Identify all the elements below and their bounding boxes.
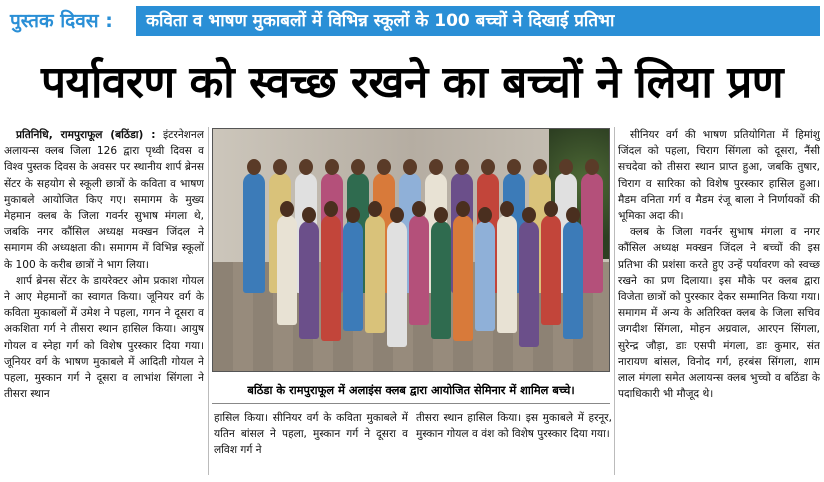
photo-head xyxy=(533,159,547,175)
photo-head xyxy=(544,201,558,217)
photo-head xyxy=(456,201,470,217)
subheadline: कविता व भाषण मुकाबलों में विभिन्न स्कूलों के 100 बच्चों ने दिखाई प्रतिभा xyxy=(136,6,820,36)
photo-head xyxy=(368,201,382,217)
photo-head xyxy=(403,159,417,175)
photo-child xyxy=(343,221,363,331)
article-paragraph: क्लब के जिला गवर्नर सुभाष मंगला व नगर कौंसिल अध्यक्ष मक्खन जिंदल ने बच्चों की इस प्रतिभा की प्रशंसा करते हुए उन्हें पर्यावरण को स्वच्छ रखने का प्रण दिलाया। इस मौके पर क्लब द्वारा विजेता छात्रों को पुरस्कार देकर सम्मानित किया गया। समागम में अन्य के अतिरिक्त क्लब के जिला सचिव जगदीश सिंगला, मोहन अग्रवाल, आरएन सिंगला, सुरेन्द्र जौड़ा, डाः एसपी मंगला, डाः कुमार, संत नारायण बांसल, विनोद गर्ग, हरबंस सिंगला, शाम लाल मंगला समेत अलायन्स क्लब भुच्चो व बठिंडा के पदाधिकारी भी मौजूद थे। xyxy=(618,226,820,401)
article-column-right xyxy=(618,127,820,475)
photo-child xyxy=(409,215,429,325)
section-bar xyxy=(4,6,820,36)
photo-head xyxy=(559,159,573,175)
photo-adult xyxy=(581,173,603,293)
article-paragraph: शार्प ब्रेनस सेंटर के डायरेक्टर ओम प्रकाश गोयल ने आए मेहमानों का स्वागत किया। जूनियर वर्ग के कविता मुकाबलों में उमेश ने पहला, गगन ने दूसरा व अकशिता गर्ग ने तीसरा स्थान हासिल किया। आयुष गोयल व स्नेहा गर्ग को विशेष पुरस्कार दिया गया। जूनियर वर्ग के भाषण मुकाबले में आदिती गोयल ने पहला, मुस्कान गर्ग ने दूसरा व लाभांश सिंगला ने तीसरा स्थान xyxy=(4,274,204,401)
photo-head xyxy=(500,201,514,217)
photo-head xyxy=(478,207,492,223)
article-column-mid-2 xyxy=(416,410,612,476)
photo-head xyxy=(299,159,313,175)
news-photo xyxy=(212,128,610,372)
photo-child xyxy=(497,215,517,333)
article-column-mid-1 xyxy=(214,410,408,476)
column-divider xyxy=(614,127,615,475)
photo-child xyxy=(541,215,561,325)
photo-head xyxy=(566,207,580,223)
photo-head xyxy=(247,159,261,175)
photo-head xyxy=(434,207,448,223)
column-divider xyxy=(208,127,209,475)
photo-head xyxy=(346,207,360,223)
photo-head xyxy=(324,201,338,217)
photo-child xyxy=(365,215,385,333)
article-paragraph: तीसरा स्थान हासिल किया। इस मुकाबले में हरनूर, मुस्कान गोयल व वंश को विशेष पुरस्कार दिया गया। xyxy=(416,412,612,441)
photo-head xyxy=(522,207,536,223)
photo-child xyxy=(299,221,319,339)
photo-child xyxy=(321,215,341,341)
dateline: प्रतिनिधि, रामपुराफूल (बठिंडा) : xyxy=(16,129,156,141)
photo-child xyxy=(475,221,495,331)
section-label: पुस्तक दिवस : xyxy=(4,6,136,36)
photo-head xyxy=(325,159,339,175)
photo-head xyxy=(302,207,316,223)
photo-child xyxy=(431,221,451,339)
photo-head xyxy=(390,207,404,223)
photo-head xyxy=(429,159,443,175)
photo-head xyxy=(273,159,287,175)
photo-child xyxy=(453,215,473,341)
photo-head xyxy=(377,159,391,175)
headline: पर्यावरण को स्वच्छ रखने का बच्चों ने लिया प्रण xyxy=(40,57,784,108)
photo-child xyxy=(563,221,583,339)
photo-head xyxy=(351,159,365,175)
article-paragraph: हासिल किया। सीनियर वर्ग के कविता मुकाबले में यतिन बांसल ने पहला, मुस्कान गर्ग ने दूसरा व लविश गर्ग ने xyxy=(214,412,408,457)
article-paragraph: सीनियर वर्ग की भाषण प्रतियोगिता में हिमांशु जिंदल को पहला, चिराग सिंगला को दूसरा, नैंसी सचदेवा को तीसरा स्थान प्राप्त हुआ, जबकि तुषार, चिराग व सारिका को विशेष पुरस्कार हासिल हुआ। मैडम वनिता गर्ग व मैडम रंजू बाला ने निर्णायकों की भूमिका अदा की। xyxy=(618,129,820,223)
photo-head xyxy=(585,159,599,175)
photo-child xyxy=(387,221,407,347)
photo-child xyxy=(277,215,297,325)
photo-head xyxy=(280,201,294,217)
photo-child xyxy=(519,221,539,347)
photo-head xyxy=(455,159,469,175)
photo-adult xyxy=(243,173,265,293)
photo-caption: बठिंडा के रामपुराफूल में अलाइंस क्लब द्वारा आयोजित सेमिनार में शामिल बच्चे। xyxy=(212,376,610,404)
photo-head xyxy=(507,159,521,175)
article-paragraph: इंटरनेशनल अलायन्स क्लब जिला 126 द्वारा पृथ्वी दिवस व विश्व पुस्तक दिवस के अवसर पर स्थानीय शार्प ब्रेनस सेंटर के सहयोग से स्कूली छात्रों के कविता व भाषण मुकाबले आयोजित किए गए। समागम के मुख्य मेहमान क्लब के जिला गवर्नर सुभाष मंगला थे, जबकि नगर कौंसिल अध्यक्ष मक्खन जिंदल ने समागम की अध्यक्षता की। समागम में विभिन्न स्कूलों के 100 के करीब छात्रों ने भाग लिया। xyxy=(4,129,204,271)
photo-head xyxy=(481,159,495,175)
article-column-left xyxy=(4,127,204,475)
photo-head xyxy=(412,201,426,217)
